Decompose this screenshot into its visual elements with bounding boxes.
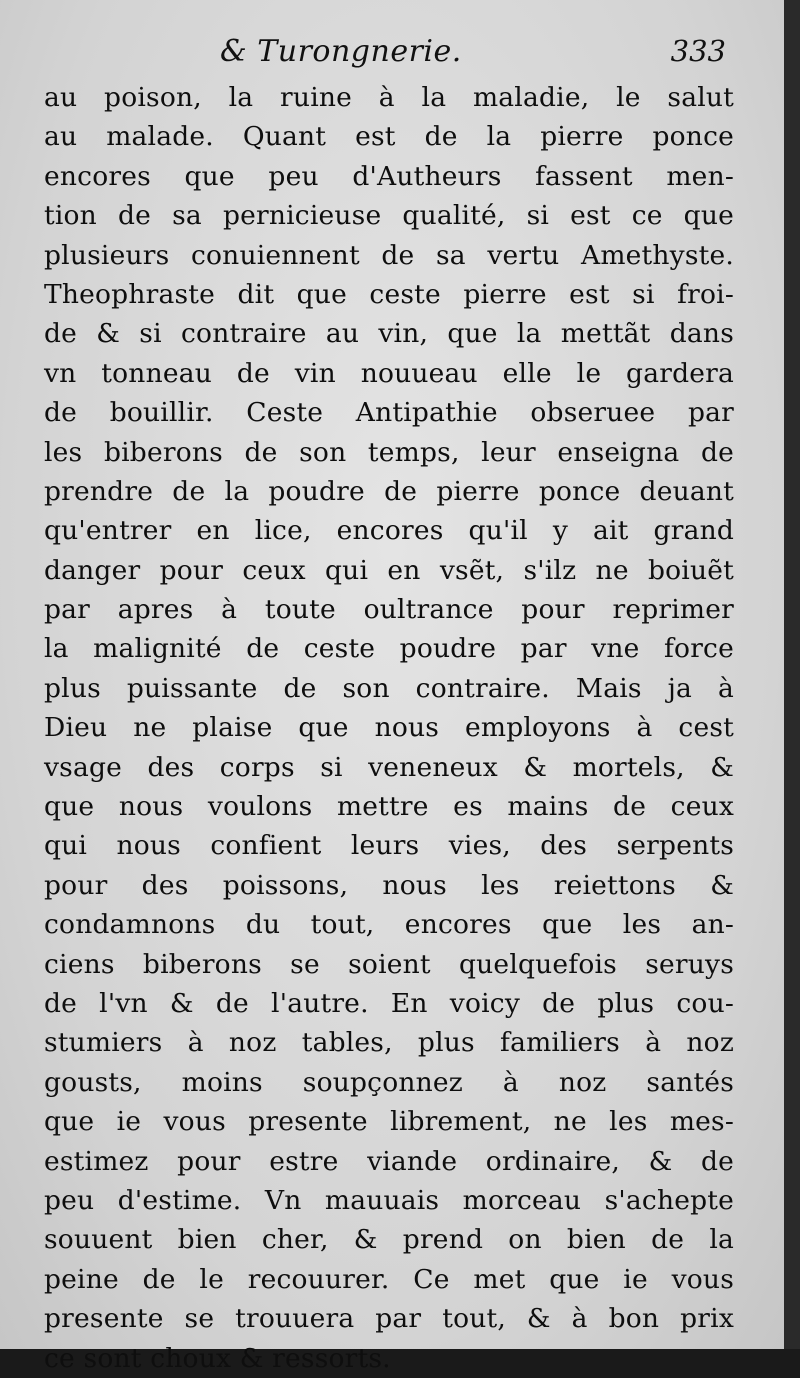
text-line: peine de le recouurer. Ce met que ie vous [44, 1263, 734, 1295]
text-line: gousts, moins soupçonnez à noz santés [44, 1066, 734, 1098]
page-edge-shadow [784, 0, 800, 1349]
text-line: qui nous confient leurs vies, des serpents [44, 830, 734, 862]
text-line: que nous voulons mettre es mains de ceux [44, 791, 734, 823]
text-line: encores que peu d'Autheurs fassent men- [44, 160, 734, 192]
text-line: condamnons du tout, encores que les an- [44, 909, 734, 941]
text-line: plusieurs conuiennent de sa vertu Amethyste. [44, 239, 734, 271]
text-line: vsage des corps si veneneux & mortels, & [44, 751, 734, 783]
text-line: plus puissante de son contraire. Mais ja à [44, 672, 734, 704]
text-line: estimez pour estre viande ordinaire, & de [44, 1145, 734, 1177]
text-line: les biberons de son temps, leur enseigna de [44, 436, 734, 468]
text-line: souuent bien cher, & prend on bien de la [44, 1224, 734, 1256]
page-number: 333 [670, 34, 726, 68]
text-line: de l'vn & de l'autre. En voicy de plus cou- [44, 987, 734, 1019]
text-line: de bouillir. Ceste Antipathie obseruee par [44, 397, 734, 429]
text-line: que ie vous presente librement, ne les mes- [44, 1106, 734, 1138]
text-line: stumiers à noz tables, plus familiers à noz [44, 1027, 734, 1059]
text-line: Theophraste dit que ceste pierre est si froi- [44, 278, 734, 310]
text-line: de & si contraire au vin, que la mettãt dans [44, 318, 734, 350]
text-line: vn tonneau de vin nouueau elle le gardera [44, 357, 734, 389]
text-line: au malade. Quant est de la pierre ponce [44, 121, 734, 153]
text-line: tion de sa pernicieuse qualité, si est ce que [44, 200, 734, 232]
text-line: ciens biberons se soient quelquefois seruys [44, 948, 734, 980]
text-line: ce sont choux & ressorts. [44, 1342, 391, 1374]
running-title: & Turongnerie. [220, 34, 462, 69]
text-line: peu d'estime. Vn mauuais morceau s'achepte [44, 1184, 734, 1216]
text-line: pour des poissons, nous les reiettons & [44, 869, 734, 901]
text-line: presente se trouuera par tout, & à bon prix [44, 1303, 734, 1335]
text-line: qu'entrer en lice, encores qu'il y ait grand [44, 515, 734, 547]
text-line: danger pour ceux qui en vsẽt, s'ilz ne boiuẽt [44, 554, 734, 586]
text-line: par apres à toute oultrance pour reprimer [44, 594, 734, 626]
running-head [40, 34, 726, 74]
text-line: au poison, la ruine à la maladie, le salut [44, 82, 734, 113]
text-line: la malignité de ceste poudre par vne force [44, 633, 734, 665]
text-line: prendre de la poudre de pierre ponce deuant [44, 475, 734, 507]
body-text [44, 78, 734, 1378]
text-line: Dieu ne plaise que nous employons à cest [44, 712, 734, 744]
